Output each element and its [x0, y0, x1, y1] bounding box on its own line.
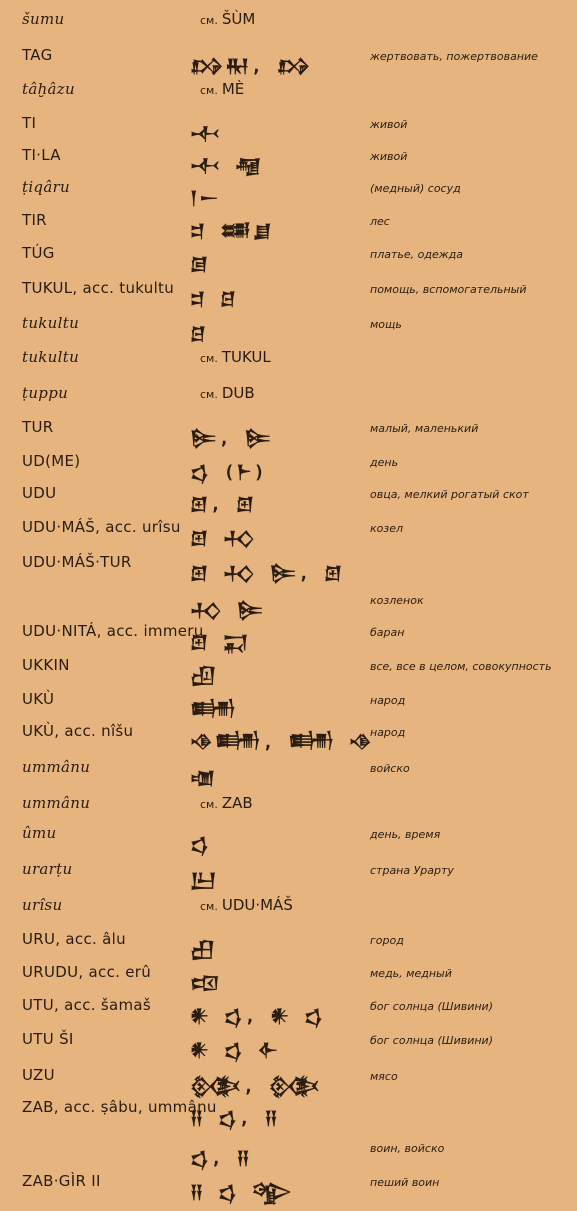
dictionary-entry [0, 888, 577, 922]
entry-term: TUKUL, acc. tukultu [22, 279, 175, 297]
dictionary-entry [0, 614, 577, 653]
xref-target: ŠÙM [221, 10, 256, 28]
dictionary-entry [0, 648, 577, 687]
translation: все, все в целом, совокупность [370, 660, 552, 673]
dictionary-entry [0, 106, 577, 145]
see-label: см. [200, 84, 218, 97]
dictionary-entry [0, 1164, 577, 1203]
cuneiform-signs: 𒁹𒀸 [190, 188, 221, 209]
cuneiform-signs: 𒌓 [190, 834, 211, 855]
cuneiform-signs: 𒌺 [190, 666, 219, 687]
translation: лес [370, 215, 390, 228]
entry-term: tukultu [22, 314, 80, 332]
entry-term: ṭiqâru [22, 178, 71, 196]
cuneiform-signs: 𒈧 𒌉 [190, 600, 266, 621]
entry-term: TI [22, 114, 37, 132]
xref-target: TUKUL [221, 348, 271, 366]
dictionary-entry [0, 510, 577, 549]
translation: медь, медный [370, 967, 452, 980]
xref-target: ZAB [221, 794, 253, 812]
dictionary-entry [0, 988, 577, 1027]
cuneiform-signs: 𒍝 𒌓 𒄊 [190, 1182, 294, 1203]
cross-reference [200, 794, 253, 812]
entry-term: ûmu [22, 824, 57, 842]
dictionary-entry [0, 236, 577, 275]
entry-term: urîsu [22, 896, 63, 914]
entry-term: UDU·MÁŠ, acc. urîsu [22, 518, 181, 536]
translation: малый, маленький [370, 422, 479, 435]
dictionary-entry [0, 444, 577, 483]
dictionary-entry [0, 816, 577, 855]
entry-term: UKÙ, acc. nîšu [22, 722, 134, 740]
see-label: см. [200, 798, 218, 811]
dictionary-entry [0, 170, 577, 209]
translation: страна Урарту [370, 864, 454, 877]
dictionary-entry [0, 545, 577, 584]
cuneiform-signs: 𒌆 [190, 254, 211, 275]
translation: (медный) сосуд [370, 182, 461, 195]
entry-term: URU, acc. âlu [22, 930, 126, 948]
cuneiform-signs: 𒌦 [190, 700, 238, 721]
entry-term: UD(ME) [22, 452, 81, 470]
entry-term: UDU·NITÁ, acc. immeru [22, 622, 204, 640]
translation: воин, войско [370, 1142, 445, 1155]
entry-term: TUR [22, 418, 54, 436]
cuneiform-signs: 𒀭 𒌓, 𒀭 𒌓 [190, 1006, 325, 1027]
entry-term: TI·LA [22, 146, 61, 164]
dictionary-entry [0, 1130, 577, 1169]
translation: козел [370, 522, 404, 535]
entry-term: tâḫâzu [22, 80, 75, 98]
cuneiform-signs: 𒌝 [190, 768, 218, 789]
entry-term: UKKIN [22, 656, 70, 674]
cuneiform-signs: 𒋾 𒆷 [190, 156, 264, 177]
translation: баран [370, 626, 405, 639]
dictionary-entry [0, 714, 577, 753]
dictionary-entry [0, 1058, 577, 1097]
translation: народ [370, 726, 406, 739]
entry-term: šumu [22, 10, 65, 28]
cuneiform-signs: 𒋾 [190, 124, 223, 145]
dictionary-entry [0, 476, 577, 515]
translation: мощь [370, 318, 402, 331]
translation: живой [370, 150, 408, 163]
translation: день, время [370, 828, 441, 841]
dictionary-entry [0, 1090, 577, 1129]
entry-term: ummânu [22, 758, 91, 776]
dictionary-entry [0, 1022, 577, 1061]
dictionary-entry [0, 376, 577, 410]
entry-term: ZAB·GÌR II [22, 1172, 101, 1190]
cuneiform-signs: 𒍜, 𒍜 [190, 1076, 322, 1097]
cross-reference [200, 80, 244, 98]
cuneiform-signs: 𒆪 [190, 324, 208, 345]
cross-reference [200, 384, 255, 402]
translation: бог солнца (Шивини) [370, 1034, 493, 1047]
dictionary-entry [0, 138, 577, 177]
cuneiform-signs: 𒍐 [190, 973, 222, 994]
entry-term: tukultu [22, 348, 80, 366]
translation: живой [370, 118, 408, 131]
entry-term: TAG [22, 46, 53, 64]
translation: день [370, 456, 399, 469]
entry-term: UTU, acc. šamaš [22, 996, 152, 1014]
dictionary-entry [0, 340, 577, 374]
cuneiform-signs: 𒇻, 𒇻 [190, 494, 256, 515]
dictionary-entry [0, 682, 577, 721]
cuneiform-signs: 𒌓 (𒈨) [190, 462, 267, 483]
xref-target: MÈ [221, 80, 245, 98]
translation: пеший воин [370, 1176, 440, 1189]
dictionary-entry [0, 410, 577, 449]
xref-target: DUB [221, 384, 255, 402]
translation: козленок [370, 594, 424, 607]
entry-term: TÚG [22, 244, 55, 262]
entry-term: urarṭu [22, 860, 73, 878]
entry-term: URUDU, acc. erû [22, 963, 152, 981]
cross-reference [200, 10, 255, 28]
see-label: см. [200, 14, 218, 27]
dictionary-entry [0, 922, 577, 961]
see-label: см. [200, 900, 218, 913]
dictionary-entry [0, 203, 577, 242]
cuneiform-signs: 𒀭 𒌓 𒅆 [190, 1040, 281, 1061]
dictionary-entry [0, 2, 577, 36]
dictionary-entry [0, 306, 577, 345]
entry-term: UTU ŠI [22, 1030, 74, 1048]
dictionary-entry [0, 955, 577, 994]
see-label: см. [200, 388, 218, 401]
entry-term: ṭuppu [22, 384, 69, 402]
translation: жертвовать, пожертвование [370, 50, 538, 63]
entry-term: UDU·MÁŠ·TUR [22, 553, 132, 571]
translation: овца, мелкий рогатый скот [370, 488, 529, 501]
cuneiform-signs: 𒇻 𒍑 [190, 632, 251, 653]
dictionary-entry [0, 38, 577, 77]
translation: бог солнца (Шивини) [370, 1000, 493, 1013]
entry-term: ZAB, acc. ṣâbu, ummânu [22, 1098, 217, 1116]
cuneiform-signs: 𒌓, 𒍝 [190, 1148, 252, 1169]
translation: мясо [370, 1070, 398, 1083]
entry-term: UZU [22, 1066, 55, 1084]
cuneiform-signs: 𒈾𒌦, 𒌦 𒈾 [190, 732, 374, 753]
cross-reference [200, 348, 271, 366]
cuneiform-signs: 𒇻 𒈧 [190, 528, 257, 549]
xref-target: UDU·MÁŠ [221, 896, 293, 914]
translation: народ [370, 694, 406, 707]
entry-term: UDU [22, 484, 57, 502]
dictionary-entry [0, 750, 577, 789]
dictionary-entry [0, 852, 577, 891]
cuneiform-signs: 𒌨 [190, 870, 219, 891]
dictionary-entry [0, 582, 577, 621]
translation: город [370, 934, 404, 947]
translation: войско [370, 762, 410, 775]
cross-reference [200, 896, 293, 914]
cuneiform-signs: 𒋳𒊑, 𒋳 [190, 56, 313, 77]
dictionary-entry [0, 72, 577, 106]
cuneiform-signs: 𒇻 𒈧 𒌉, 𒇻 [190, 563, 345, 584]
dictionary-entry [0, 271, 577, 310]
cuneiform-signs: 𒍝 𒌓, 𒍝 [190, 1108, 280, 1129]
translation: помощь, вспомогательный [370, 283, 527, 296]
dictionary-entry [0, 786, 577, 820]
see-label: см. [200, 352, 218, 365]
entry-term: TIR [22, 211, 47, 229]
cuneiform-signs: 𒌉, 𒌉 [190, 428, 274, 449]
entry-term: ummânu [22, 794, 91, 812]
cuneiform-signs: 𒄑 𒆪 [190, 289, 239, 310]
entry-term: UKÙ [22, 690, 55, 708]
translation: платье, одежда [370, 248, 463, 261]
cuneiform-signs: 𒌷 [190, 940, 217, 961]
cuneiform-signs: 𒄑 𒌁𒋗 [190, 221, 274, 242]
